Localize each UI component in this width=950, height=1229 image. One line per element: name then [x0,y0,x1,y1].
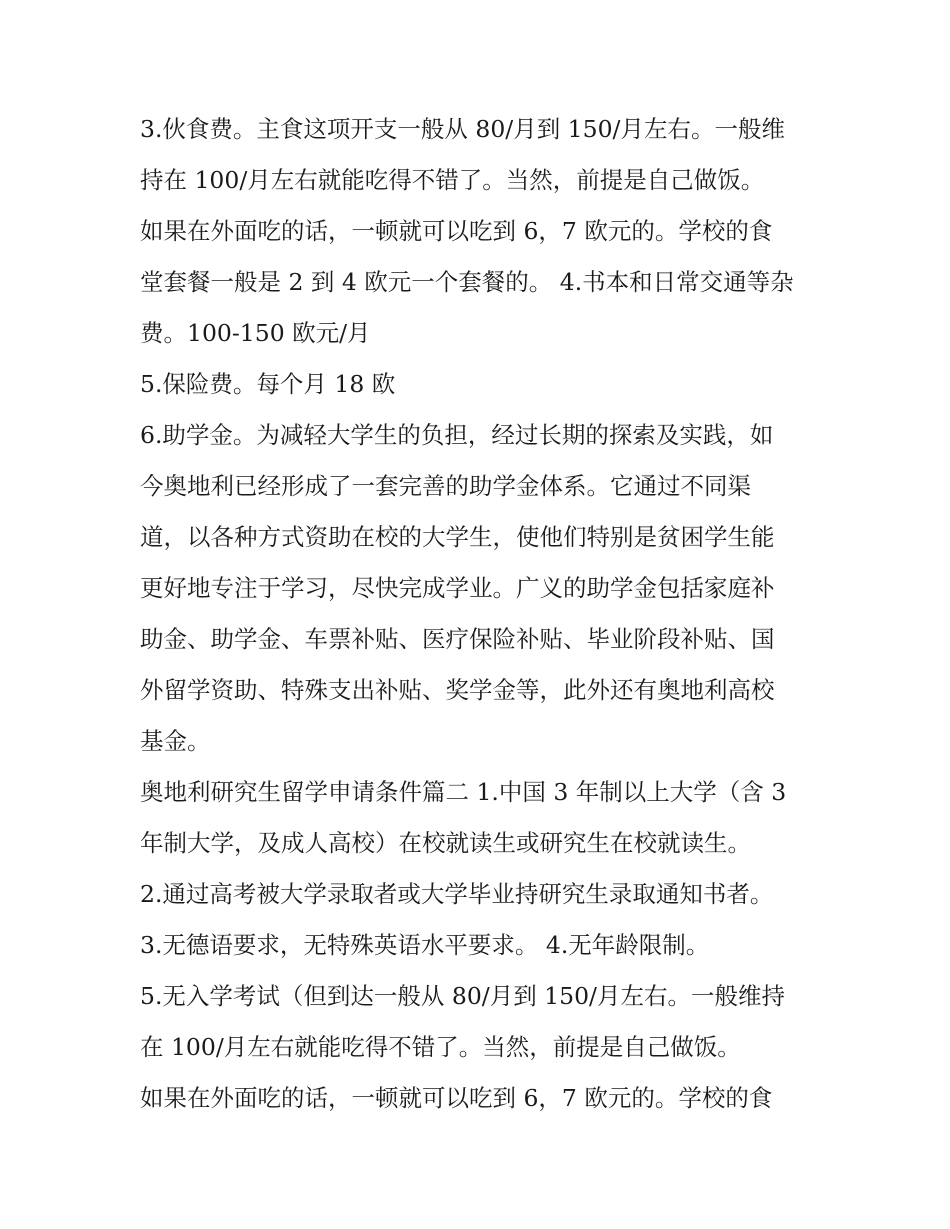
text-line: 3.无德语要求，无特殊英语水平要求。 4.无年龄限制。 [140,931,710,959]
text-line: 道，以各种方式资助在校的大学生，使他们特别是贫困学生能 [140,523,775,551]
text-line: 5.无入学考试（但到达一般从 80/月到 150/月左右。一般维持 [140,982,785,1010]
text-line: 外留学资助、特殊支出补贴、奖学金等，此外还有奥地利高校 [140,676,775,704]
text-line: 6.助学金。为减轻大学生的负担，经过长期的探索及实践，如 [140,421,774,449]
text-line: 如果在外面吃的话，一顿就可以吃到 6，7 欧元的。学校的食 [140,1084,773,1112]
text-line: 3.伙食费。主食这项开支一般从 80/月到 150/月左右。一般维 [140,115,785,143]
text-line: 在 100/月左右就能吃得不错了。当然，前提是自己做饭。 [140,1033,741,1061]
text-line: 持在 100/月左右就能吃得不错了。当然，前提是自己做饭。 [140,166,765,194]
text-line: 费。100-150 欧元/月 [140,319,371,347]
text-line: 今奥地利已经形成了一套完善的助学金体系。它通过不同渠 [140,472,751,500]
text-line: 助金、助学金、车票补贴、医疗保险补贴、毕业阶段补贴、国 [140,625,775,653]
text-line: 年制大学，及成人高校）在校就读生或研究生在校就读生。 [140,829,751,857]
text-line: 如果在外面吃的话，一顿就可以吃到 6，7 欧元的。学校的食 [140,217,773,245]
text-line: 2.通过高考被大学录取者或大学毕业持研究生录取通知书者。 [140,880,774,908]
document-body [140,104,820,1124]
text-line: 5.保险费。每个月 18 欧 [140,370,396,398]
text-line: 更好地专注于学习，尽快完成学业。广义的助学金包括家庭补 [140,574,775,602]
text-line: 堂套餐一般是 2 到 4 欧元一个套餐的。 4.书本和日常交通等杂 [140,268,794,296]
text-line: 奥地利研究生留学申请条件篇二 1.中国 3 年制以上大学（含 3 [140,778,787,806]
text-line: 基金。 [140,727,211,755]
